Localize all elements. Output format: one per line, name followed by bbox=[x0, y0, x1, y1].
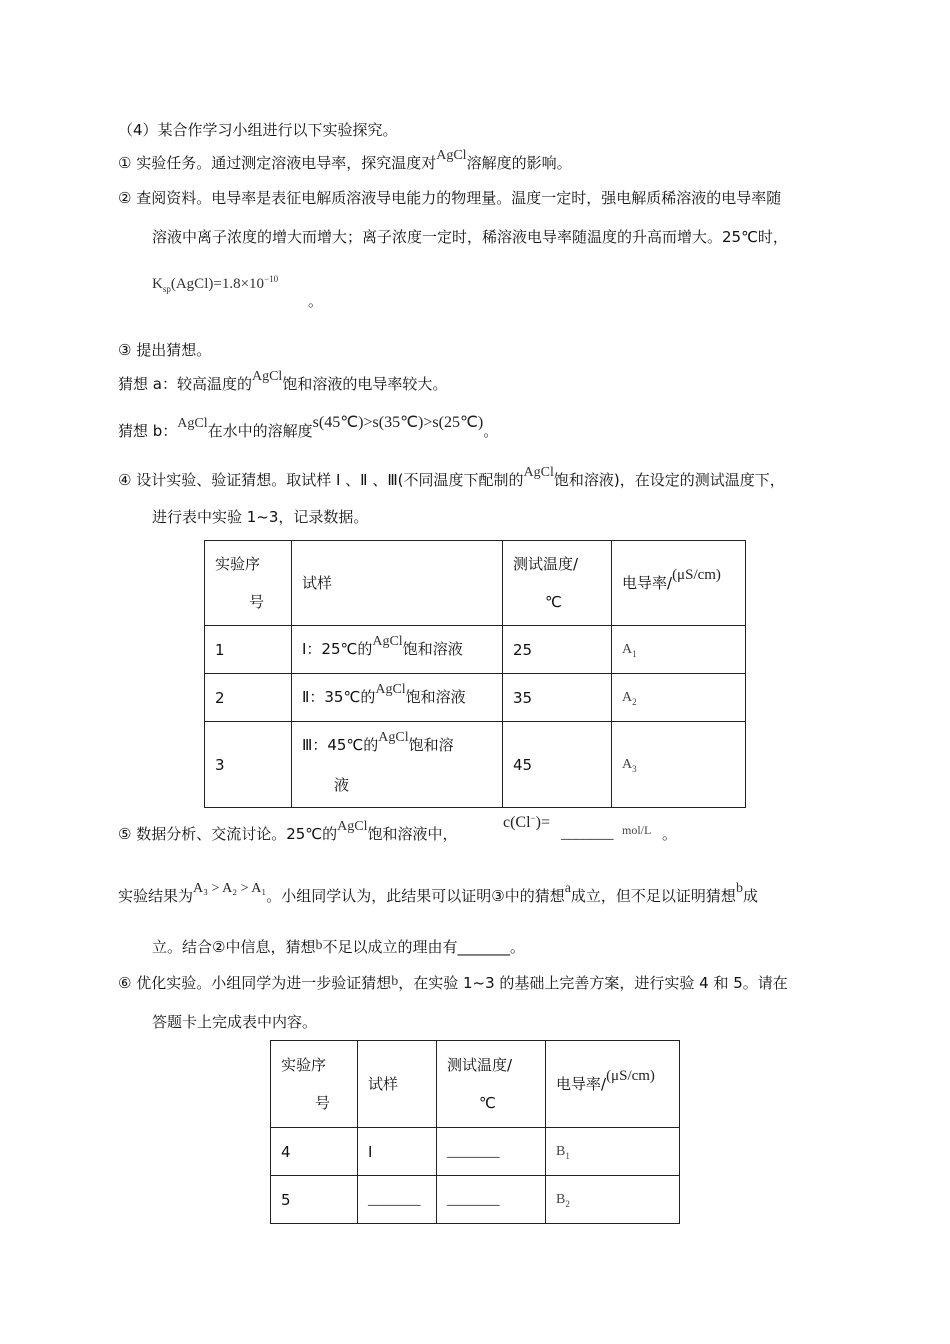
row-no: 5 bbox=[271, 1176, 358, 1224]
step4-line1 bbox=[118, 465, 785, 492]
step5-line1 bbox=[118, 819, 458, 846]
ksp-sub: sp bbox=[162, 284, 171, 294]
data-table-1 bbox=[204, 540, 746, 808]
row-temp: 25 bbox=[503, 626, 612, 674]
guess-b-mid: 在水中的溶解度 bbox=[207, 422, 313, 440]
step4-text-b: 饱和溶液)，在设定的测试温度下， bbox=[553, 471, 785, 489]
solubility-formula: s(45℃)>s(35℃)>s(25℃) bbox=[312, 414, 484, 431]
unit-mol-l: mol/L bbox=[622, 823, 652, 837]
table-row bbox=[271, 1176, 680, 1224]
result-post2: 成立，但不足以证明猜想 bbox=[570, 887, 736, 905]
table-row bbox=[205, 626, 746, 674]
step5-result-line bbox=[118, 881, 758, 908]
step1-text-b: 溶解度的影响。 bbox=[466, 154, 572, 172]
chloride-formula: c(Cl−)= bbox=[503, 813, 550, 831]
guess-a-post: 饱和溶液的电导率较大。 bbox=[282, 375, 448, 393]
row-temp-blank: _______ bbox=[437, 1128, 546, 1176]
row-temp-blank: _______ bbox=[437, 1176, 546, 1224]
row-value: $A_1$ bbox=[612, 626, 746, 674]
table-row bbox=[205, 722, 746, 808]
table-header-row bbox=[271, 1041, 680, 1128]
agcl-formula: AgCl bbox=[251, 369, 283, 384]
guess-b-label: b bbox=[735, 881, 743, 896]
step6-line1 bbox=[118, 973, 788, 995]
header-temp: 测试温度/ ℃ bbox=[503, 541, 612, 626]
guess-b-pre: 猜想 b： bbox=[118, 422, 178, 440]
step5-text-b: 饱和溶液中， bbox=[367, 825, 458, 843]
header-no: 实验序 号 bbox=[271, 1041, 358, 1128]
step3-title: ③ 提出猜想。 bbox=[118, 341, 212, 359]
step6-text-b: ，在实验 1~3 的基础上完善方案，进行实验 4 和 5。请在 bbox=[398, 974, 788, 992]
table-row bbox=[205, 674, 746, 722]
row-value: $B_2$ bbox=[546, 1176, 680, 1224]
row-sample: Ⅰ：25℃的AgCl饱和溶液 bbox=[292, 626, 503, 674]
result-post: 。小组同学认为，此结果可以证明③中的猜想 bbox=[266, 887, 565, 905]
agcl-formula: AgCl bbox=[523, 465, 554, 480]
row-temp: 35 bbox=[503, 674, 612, 722]
guess-b-label: b bbox=[391, 974, 399, 989]
row-sample: Ⅰ bbox=[358, 1128, 437, 1176]
agcl-formula: AgCl bbox=[436, 148, 467, 163]
chloride-blank: _______ bbox=[561, 826, 614, 842]
step6-line2: 答题卡上完成表中内容。 bbox=[152, 1013, 318, 1031]
header-sample: 试样 bbox=[358, 1041, 437, 1128]
row-no: 1 bbox=[205, 626, 292, 674]
ksp-value: (AgCl)=1.8×10 bbox=[170, 276, 265, 292]
row-value: $A_3$ bbox=[612, 722, 746, 808]
guess-b bbox=[118, 414, 499, 443]
step5-text-a: ⑤ 数据分析、交流讨论。25℃的 bbox=[118, 825, 338, 843]
result-pre: 实验结果为 bbox=[118, 887, 194, 905]
intro-heading: （4）某合作学习小组进行以下实验探究。 bbox=[118, 121, 398, 139]
agcl-formula: AgCl bbox=[177, 416, 208, 431]
row-sample-blank: _______ bbox=[358, 1176, 437, 1224]
row-value: $A_2$ bbox=[612, 674, 746, 722]
step5-end: 。 bbox=[662, 825, 678, 843]
step1-text-a: ① 实验任务。通过测定溶液电导率，探究温度对 bbox=[118, 154, 437, 172]
step6-text-a: ⑥ 优化实验。小组同学为进一步验证猜想 bbox=[118, 974, 392, 992]
header-sample: 试样 bbox=[292, 541, 503, 626]
row-value: $B_1$ bbox=[546, 1128, 680, 1176]
header-conductivity: 电导率/(μS/cm) bbox=[546, 1041, 680, 1128]
guess-a-pre: 猜想 a：较高温度的 bbox=[118, 375, 252, 393]
step5-line3 bbox=[152, 937, 525, 959]
guess-b-end: 。 bbox=[483, 422, 499, 440]
step4-line2: 进行表中实验 1~3，记录数据。 bbox=[152, 508, 369, 526]
ksp-k: K bbox=[152, 276, 163, 292]
row-no: 3 bbox=[205, 722, 292, 808]
row-temp: 45 bbox=[503, 722, 612, 808]
table-header-row bbox=[205, 541, 746, 626]
header-conductivity: 电导率/(μS/cm) bbox=[612, 541, 746, 626]
step4-text-a: ④ 设计实验、验证猜想。取试样 Ⅰ 、Ⅱ 、Ⅲ(不同温度下配制的 bbox=[118, 471, 524, 489]
step2-line1: ② 查阅资料。电导率是表征电解质溶液导电能力的物理量。温度一定时，强电解质稀溶液的电导率随 bbox=[118, 189, 782, 207]
header-temp: 测试温度/ ℃ bbox=[437, 1041, 546, 1128]
row-no: 2 bbox=[205, 674, 292, 722]
row-sample: Ⅱ：35℃的AgCl饱和溶液 bbox=[292, 674, 503, 722]
header-no: 实验序 号 bbox=[205, 541, 292, 626]
data-table-2 bbox=[270, 1040, 680, 1224]
ksp-exponent: −10 bbox=[264, 274, 279, 284]
line3-a: 立。结合②中信息，猜想 bbox=[152, 938, 316, 956]
guess-a bbox=[118, 369, 448, 396]
guess-a-label: a bbox=[564, 881, 571, 896]
line3-b: 不足以成立的理由有_______。 bbox=[322, 938, 525, 956]
ksp-formula bbox=[152, 274, 278, 295]
agcl-formula: AgCl bbox=[337, 819, 368, 834]
row-no: 4 bbox=[271, 1128, 358, 1176]
ksp-end: 。 bbox=[308, 292, 324, 310]
result-post3: 成 bbox=[742, 887, 758, 905]
guess-b-label: b bbox=[315, 938, 323, 953]
row-sample: Ⅲ：45℃的AgCl饱和溶 液 bbox=[292, 722, 503, 808]
step1-line bbox=[118, 148, 572, 175]
result-formula: A₃ > A₂ > A₁ bbox=[193, 881, 267, 896]
step2-line2: 溶液中离子浓度的增大而增大；离子浓度一定时，稀溶液电导率随温度的升高而增大。25℃时， bbox=[152, 228, 788, 246]
table-row bbox=[271, 1128, 680, 1176]
